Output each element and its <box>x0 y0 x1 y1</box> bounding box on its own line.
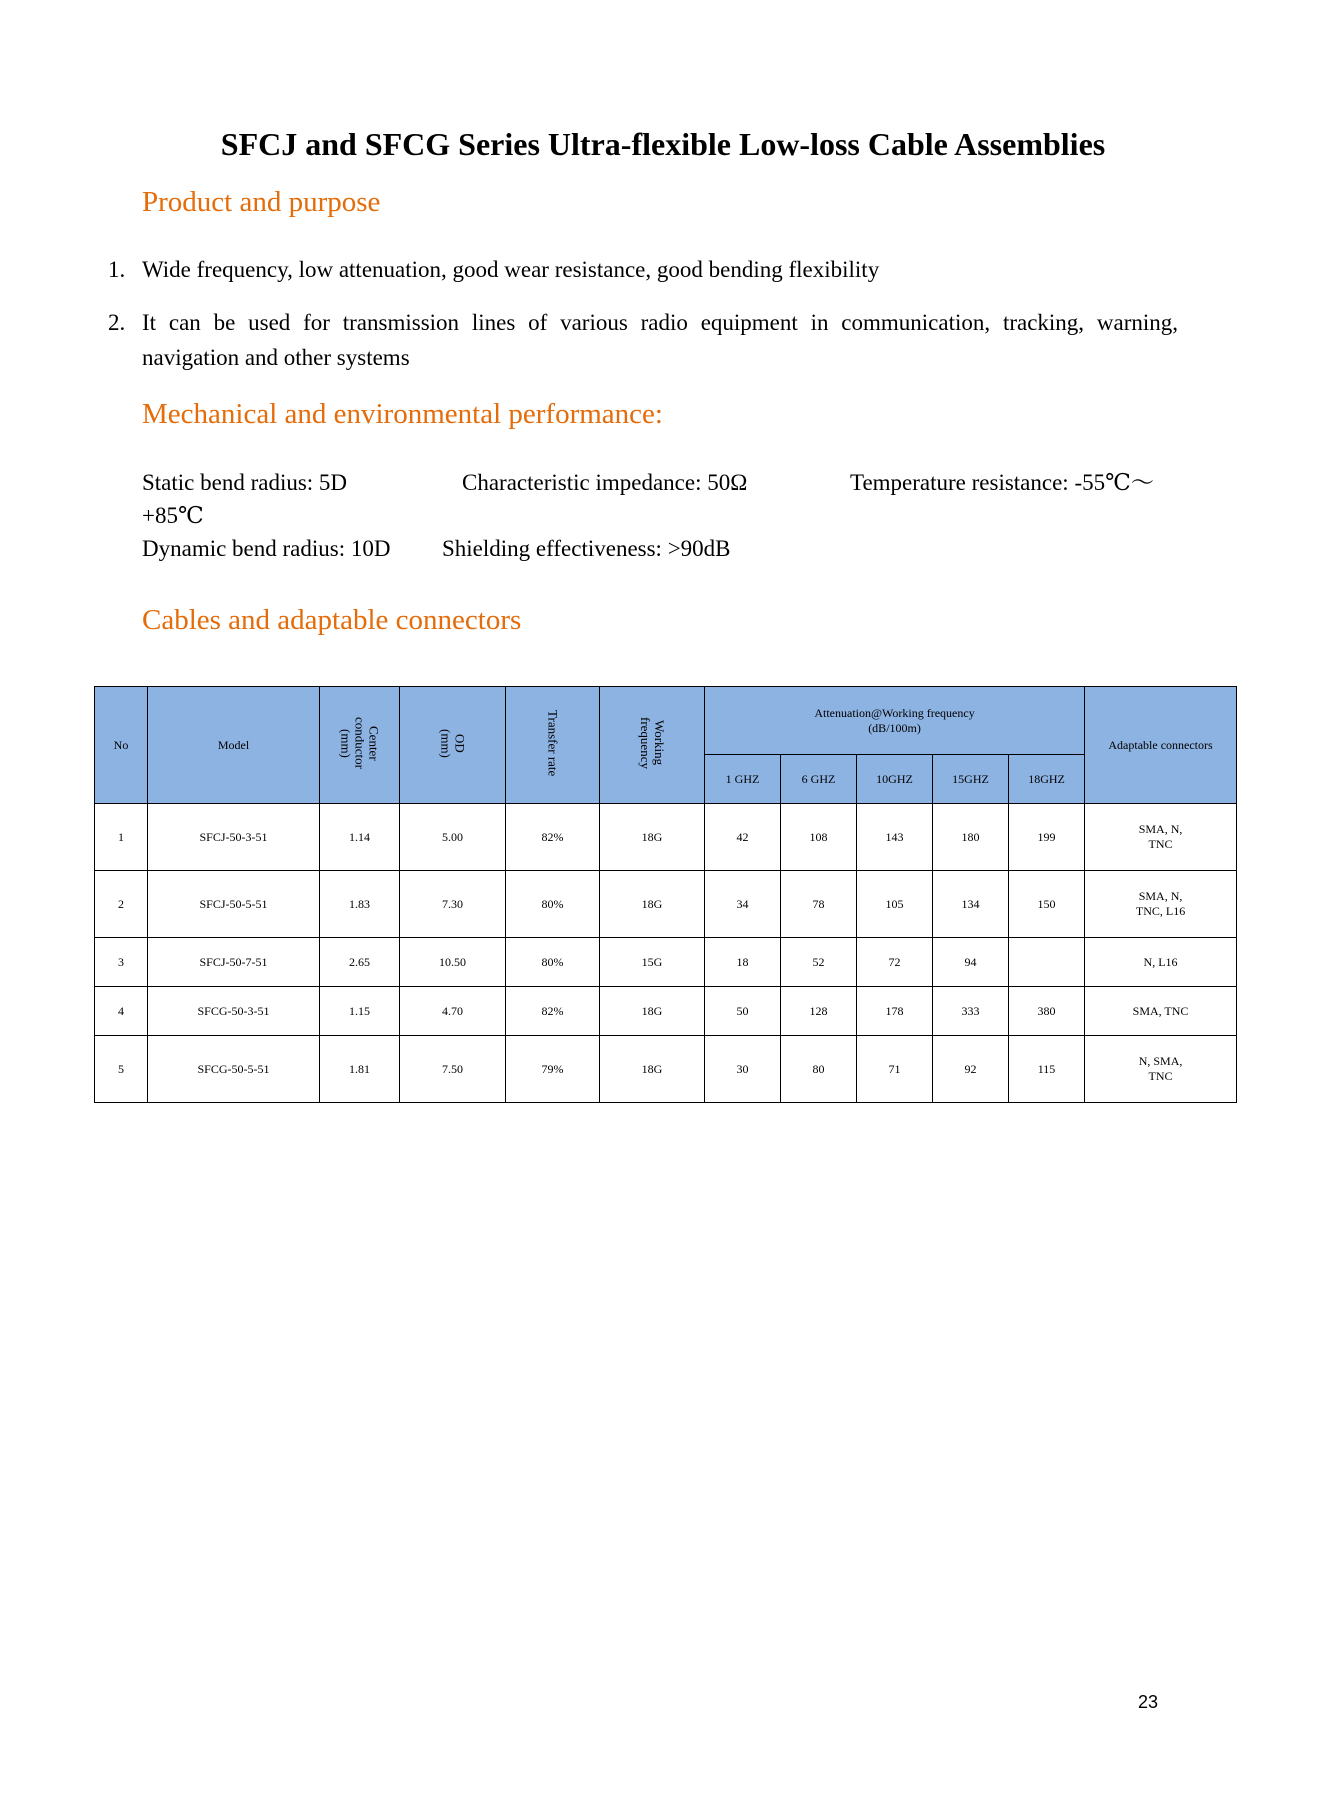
cell-no: 4 <box>95 987 148 1036</box>
spec-temperature-cont: +85℃ <box>142 503 204 528</box>
list-item <box>108 252 1178 287</box>
cell-model: SFCJ-50-5-51 <box>148 871 320 938</box>
cell-connectors: SMA, TNC <box>1085 987 1237 1036</box>
cell-att-10ghz: 105 <box>857 871 933 938</box>
list-text: It can be used for transmission lines of various radio equipment in communication, tracking, warning, navigation and other systems <box>142 310 1178 370</box>
header-freq: 18GHZ <box>1009 755 1085 804</box>
section-heading-cables: Cables and adaptable connectors <box>142 604 522 636</box>
cell-att-18ghz: 150 <box>1009 871 1085 938</box>
header-center-conductor: Center conductor (mm) <box>338 717 382 769</box>
header-working-cell <box>600 687 705 804</box>
cell-no: 2 <box>95 871 148 938</box>
cell-att-6ghz: 78 <box>781 871 857 938</box>
header-freq: 6 GHZ <box>781 755 857 804</box>
cell-att-18ghz: 380 <box>1009 987 1085 1036</box>
cell-od: 7.50 <box>400 1036 506 1103</box>
header-center-cell <box>320 687 400 804</box>
cell-connectors: N, L16 <box>1085 938 1237 987</box>
cell-center-conductor: 1.15 <box>320 987 400 1036</box>
purpose-list <box>108 252 1178 375</box>
cell-od: 10.50 <box>400 938 506 987</box>
table-body <box>95 804 1237 1103</box>
cell-model: SFCJ-50-7-51 <box>148 938 320 987</box>
spec-static-bend: Static bend radius: 5D <box>142 470 348 495</box>
cell-working-frequency: 18G <box>600 804 705 871</box>
cell-att-18ghz: 199 <box>1009 804 1085 871</box>
spec-dynamic-bend: Dynamic bend radius: 10D <box>142 536 391 561</box>
cell-od: 5.00 <box>400 804 506 871</box>
cell-att-6ghz: 128 <box>781 987 857 1036</box>
cell-att-1ghz: 18 <box>705 938 781 987</box>
cell-model: SFCG-50-5-51 <box>148 1036 320 1103</box>
section-heading-mechanical: Mechanical and environmental performance: <box>142 398 663 430</box>
cell-att-1ghz: 42 <box>705 804 781 871</box>
cell-att-15ghz: 94 <box>933 938 1009 987</box>
list-number: 2. <box>108 310 126 335</box>
cell-att-18ghz: 115 <box>1009 1036 1085 1103</box>
cell-od: 7.30 <box>400 871 506 938</box>
header-no: No <box>95 687 148 804</box>
cell-transfer-rate: 82% <box>506 987 600 1036</box>
header-transfer-cell <box>506 687 600 804</box>
cell-att-6ghz: 108 <box>781 804 857 871</box>
cell-att-6ghz: 80 <box>781 1036 857 1103</box>
cell-center-conductor: 1.83 <box>320 871 400 938</box>
cell-working-frequency: 18G <box>600 987 705 1036</box>
table-row <box>95 871 1237 938</box>
cell-model: SFCJ-50-3-51 <box>148 804 320 871</box>
cable-table <box>94 686 1237 1103</box>
cell-att-1ghz: 50 <box>705 987 781 1036</box>
cell-att-15ghz: 134 <box>933 871 1009 938</box>
cell-center-conductor: 2.65 <box>320 938 400 987</box>
header-od: OD (mm) <box>438 728 468 758</box>
cell-att-18ghz <box>1009 938 1085 987</box>
header-freq: 1 GHZ <box>705 755 781 804</box>
cell-connectors: SMA, N, TNC, L16 <box>1085 871 1237 938</box>
table-row <box>95 804 1237 871</box>
cell-connectors: N, SMA, TNC <box>1085 1036 1237 1103</box>
header-attenuation-label: Attenuation@Working frequency <box>814 705 975 720</box>
table-row <box>95 938 1237 987</box>
spec-impedance: Characteristic impedance: 50Ω <box>462 470 748 495</box>
cell-att-1ghz: 34 <box>705 871 781 938</box>
cell-model: SFCG-50-3-51 <box>148 987 320 1036</box>
header-od-cell <box>400 687 506 804</box>
cell-att-10ghz: 143 <box>857 804 933 871</box>
header-freq: 10GHZ <box>857 755 933 804</box>
list-item <box>108 305 1178 375</box>
cell-no: 3 <box>95 938 148 987</box>
cell-att-1ghz: 30 <box>705 1036 781 1103</box>
cell-od: 4.70 <box>400 987 506 1036</box>
header-attenuation <box>705 687 1085 755</box>
cell-working-frequency: 15G <box>600 938 705 987</box>
list-number: 1. <box>108 257 126 282</box>
cell-att-10ghz: 71 <box>857 1036 933 1103</box>
cell-working-frequency: 18G <box>600 871 705 938</box>
cell-att-15ghz: 333 <box>933 987 1009 1036</box>
cell-att-6ghz: 52 <box>781 938 857 987</box>
cell-transfer-rate: 82% <box>506 804 600 871</box>
performance-specs <box>142 466 1182 565</box>
section-heading-product: Product and purpose <box>142 186 381 218</box>
header-attenuation-unit: (dB/100m) <box>868 720 921 735</box>
cell-connectors: SMA, N, TNC <box>1085 804 1237 871</box>
cell-att-10ghz: 72 <box>857 938 933 987</box>
page-number: 23 <box>1138 1692 1159 1712</box>
page-title: SFCJ and SFCG Series Ultra-flexible Low-loss Cable Assemblies <box>220 126 1106 162</box>
cell-att-15ghz: 92 <box>933 1036 1009 1103</box>
table-row <box>95 1036 1237 1103</box>
header-connectors: Adaptable connectors <box>1085 687 1237 804</box>
list-text: Wide frequency, low attenuation, good wear resistance, good bending flexibility <box>142 257 880 282</box>
cell-transfer-rate: 79% <box>506 1036 600 1103</box>
cell-center-conductor: 1.14 <box>320 804 400 871</box>
cell-no: 5 <box>95 1036 148 1103</box>
spec-shielding: Shielding effectiveness: >90dB <box>442 536 731 561</box>
cell-transfer-rate: 80% <box>506 871 600 938</box>
header-working-frequency: Working frequency <box>638 717 667 769</box>
header-transfer-rate: Transfer rate <box>545 709 561 777</box>
table-row <box>95 987 1237 1036</box>
header-freq: 15GHZ <box>933 755 1009 804</box>
cell-center-conductor: 1.81 <box>320 1036 400 1103</box>
cell-transfer-rate: 80% <box>506 938 600 987</box>
cell-att-15ghz: 180 <box>933 804 1009 871</box>
cell-working-frequency: 18G <box>600 1036 705 1103</box>
spec-temperature: Temperature resistance: -55℃～ <box>850 470 1154 495</box>
cell-att-10ghz: 178 <box>857 987 933 1036</box>
cell-no: 1 <box>95 804 148 871</box>
header-model: Model <box>148 687 320 804</box>
